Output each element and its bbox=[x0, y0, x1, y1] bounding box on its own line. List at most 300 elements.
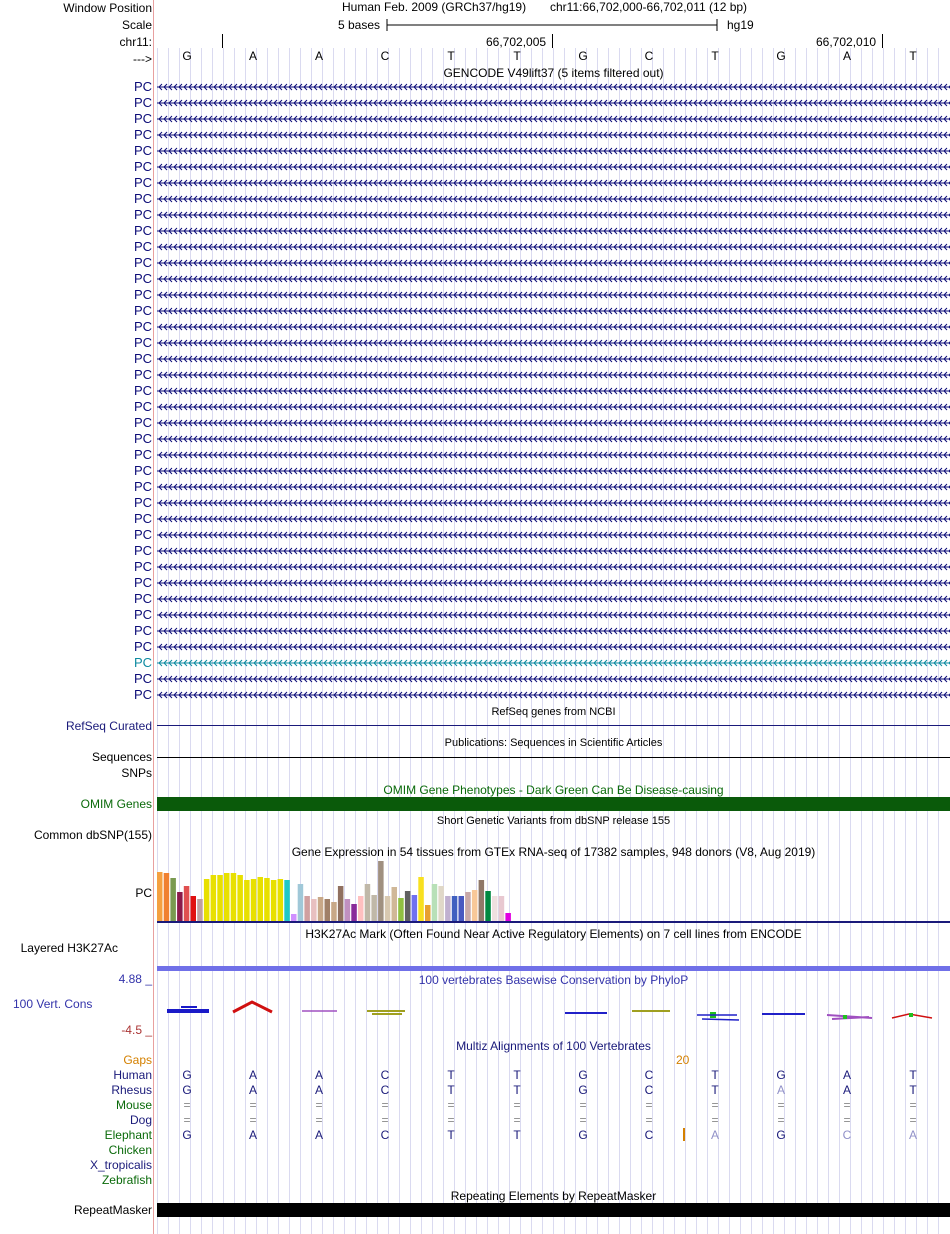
grid-line bbox=[201, 48, 202, 1234]
gencode-row-label[interactable]: PC bbox=[133, 223, 152, 238]
gtex-bar bbox=[157, 872, 163, 921]
transcript-line bbox=[157, 212, 950, 218]
grid-line bbox=[663, 48, 664, 1234]
omim-label[interactable]: OMIM Genes bbox=[80, 797, 152, 811]
gencode-row-label[interactable]: PC bbox=[133, 175, 152, 190]
alignment-base: G bbox=[776, 1128, 786, 1142]
refseq-feature[interactable] bbox=[157, 725, 950, 726]
gencode-row-label[interactable]: PC bbox=[133, 415, 152, 430]
gencode-transcript[interactable] bbox=[157, 131, 950, 139]
grid-line bbox=[333, 48, 334, 1234]
coord-tick-1 bbox=[552, 34, 553, 48]
grid-line bbox=[157, 48, 158, 1234]
gtex-bar bbox=[217, 875, 223, 921]
gtex-bar bbox=[378, 861, 384, 921]
alignment-base: T bbox=[513, 1083, 521, 1097]
gencode-transcript[interactable] bbox=[157, 435, 950, 443]
dbsnp-label[interactable]: Common dbSNP(155) bbox=[33, 828, 152, 842]
gencode-row-label[interactable]: PC bbox=[133, 655, 152, 670]
h3k27ac-signal[interactable] bbox=[157, 966, 950, 971]
gencode-transcript[interactable] bbox=[157, 355, 950, 363]
publications-label[interactable]: Sequences bbox=[91, 750, 152, 764]
transcript-line bbox=[157, 484, 950, 490]
gencode-row-label[interactable]: PC bbox=[133, 527, 152, 542]
gencode-transcript[interactable] bbox=[157, 147, 950, 155]
gencode-row-label[interactable]: PC bbox=[133, 335, 152, 350]
gtex-bar bbox=[432, 884, 438, 921]
grid-line bbox=[267, 48, 268, 1234]
grid-line bbox=[641, 48, 642, 1234]
gencode-transcript[interactable] bbox=[157, 371, 950, 379]
alignment-base: = bbox=[777, 1098, 785, 1112]
alignment-base: A bbox=[314, 1083, 323, 1097]
grid-line bbox=[916, 48, 917, 1234]
alignment-base: A bbox=[314, 1068, 323, 1082]
alignment-base: = bbox=[777, 1113, 785, 1127]
transcript-line bbox=[157, 180, 950, 186]
gtex-bar bbox=[318, 897, 324, 921]
alignment-base: T bbox=[909, 1083, 917, 1097]
grid-line bbox=[652, 48, 653, 1234]
alignment-base: G bbox=[578, 1083, 588, 1097]
gencode-transcript[interactable] bbox=[157, 179, 950, 187]
grid-line bbox=[718, 48, 719, 1234]
gencode-transcript[interactable] bbox=[157, 83, 950, 91]
grid-line bbox=[608, 48, 609, 1234]
alignment-base: T bbox=[513, 1128, 521, 1142]
alignment-base: G bbox=[182, 1068, 192, 1082]
phylop-min: -4.5 _ bbox=[121, 1023, 152, 1037]
transcript-line bbox=[157, 164, 950, 170]
gtex-bar bbox=[191, 896, 197, 921]
gencode-transcript[interactable] bbox=[157, 467, 950, 475]
transcript-line bbox=[157, 404, 950, 410]
transcript-line bbox=[157, 260, 950, 266]
alignment-base: G bbox=[578, 1128, 588, 1142]
gtex-bar bbox=[412, 895, 418, 921]
gtex-bar bbox=[325, 899, 331, 921]
dbsnp-title: Short Genetic Variants from dbSNP release 155 bbox=[436, 815, 671, 827]
alignment-base: = bbox=[381, 1098, 389, 1112]
gencode-transcript[interactable] bbox=[157, 451, 950, 459]
gencode-transcript[interactable] bbox=[157, 499, 950, 507]
sequence-base: T bbox=[513, 49, 521, 63]
sequence-base: C bbox=[644, 49, 654, 63]
gencode-transcript[interactable] bbox=[157, 291, 950, 299]
scale-bar bbox=[386, 18, 726, 32]
repeatmasker-label[interactable]: RepeatMasker bbox=[73, 1203, 152, 1217]
alignment-base: T bbox=[711, 1083, 719, 1097]
alignment-base: = bbox=[447, 1113, 455, 1127]
sequence-base: G bbox=[776, 49, 786, 63]
grid-line bbox=[784, 48, 785, 1234]
grid-line bbox=[465, 48, 466, 1234]
alignment-base: A bbox=[248, 1068, 257, 1082]
gencode-row-label[interactable]: PC bbox=[133, 159, 152, 174]
grid-line bbox=[597, 48, 598, 1234]
alignment-base: A bbox=[248, 1083, 257, 1097]
alignment-base: G bbox=[182, 1083, 192, 1097]
transcript-line bbox=[157, 356, 950, 362]
transcript-line bbox=[157, 532, 950, 538]
gtex-bar bbox=[392, 887, 398, 921]
gtex-bar bbox=[452, 896, 458, 921]
alignment-base: = bbox=[909, 1113, 917, 1127]
window-position-label: Window Position bbox=[63, 1, 152, 15]
grid-line bbox=[476, 48, 477, 1234]
alignment-base: C bbox=[380, 1128, 390, 1142]
gencode-transcript[interactable] bbox=[157, 579, 950, 587]
grid-line bbox=[421, 48, 422, 1234]
alignment-base: = bbox=[249, 1113, 257, 1127]
repeatmasker-feature[interactable] bbox=[157, 1203, 950, 1217]
publications-label-snps: SNPs bbox=[121, 766, 152, 780]
gtex-bar bbox=[485, 891, 491, 921]
grid-line bbox=[432, 48, 433, 1234]
transcript-line bbox=[157, 116, 950, 122]
gencode-row-label[interactable]: PC bbox=[133, 463, 152, 478]
h3k27ac-title: H3K27Ac Mark (Often Found Near Active Regulatory Elements) on 7 cell lines from ENCODE bbox=[305, 927, 802, 941]
gencode-transcript[interactable] bbox=[157, 531, 950, 539]
gencode-row-label[interactable]: PC bbox=[133, 623, 152, 638]
gencode-transcript[interactable] bbox=[157, 659, 950, 667]
phylop-label[interactable]: 100 Vert. Cons bbox=[13, 997, 93, 1011]
gencode-transcript[interactable] bbox=[157, 403, 950, 411]
species-label[interactable]: Mouse bbox=[115, 1098, 152, 1112]
gtex-bar bbox=[164, 873, 170, 921]
sequence-base: T bbox=[711, 49, 719, 63]
alignment-base: = bbox=[513, 1113, 521, 1127]
scale-text: 5 bases bbox=[338, 18, 381, 32]
gencode-row-label[interactable]: PC bbox=[133, 511, 152, 526]
alignment-base: C bbox=[644, 1128, 654, 1142]
h3k27ac-label[interactable]: Layered H3K27Ac bbox=[20, 941, 118, 955]
grid-line bbox=[487, 48, 488, 1234]
alignment-base: C bbox=[644, 1083, 654, 1097]
gtex-bar bbox=[304, 896, 310, 921]
sequence-base: G bbox=[182, 49, 192, 63]
alignment-base: T bbox=[447, 1128, 455, 1142]
gencode-transcript[interactable] bbox=[157, 611, 950, 619]
gtex-bar bbox=[298, 884, 304, 921]
omim-feature[interactable] bbox=[157, 797, 950, 811]
alignment-base: = bbox=[843, 1098, 851, 1112]
scale-label: Scale bbox=[121, 18, 152, 32]
gencode-transcript[interactable] bbox=[157, 163, 950, 171]
alignment-base: = bbox=[711, 1098, 719, 1112]
alignment-base: = bbox=[447, 1098, 455, 1112]
gencode-transcript[interactable] bbox=[157, 691, 950, 699]
transcript-line bbox=[157, 244, 950, 250]
position-text: chr11:66,702,000-66,702,011 (12 bp) bbox=[550, 0, 748, 14]
grid-line bbox=[542, 48, 543, 1234]
gencode-row-label[interactable]: PC bbox=[133, 591, 152, 606]
alignment-base: C bbox=[380, 1083, 390, 1097]
db-text: hg19 bbox=[727, 18, 754, 32]
transcript-line bbox=[157, 660, 950, 666]
grid-line bbox=[256, 48, 257, 1234]
grid-line bbox=[300, 48, 301, 1234]
grid-line bbox=[883, 48, 884, 1234]
gtex-bar bbox=[331, 902, 337, 921]
gtex-bar bbox=[231, 873, 237, 921]
insertion-marker bbox=[683, 1128, 685, 1141]
gtex-bar bbox=[271, 880, 277, 921]
gencode-transcript[interactable] bbox=[157, 339, 950, 347]
omim-title: OMIM Gene Phenotypes - Dark Green Can Be Disease-causing bbox=[383, 783, 724, 797]
species-label[interactable]: Human bbox=[113, 1068, 152, 1082]
transcript-line bbox=[157, 548, 950, 554]
alignment-base: = bbox=[315, 1113, 323, 1127]
gencode-transcript[interactable] bbox=[157, 195, 950, 203]
gencode-transcript[interactable] bbox=[157, 547, 950, 555]
gtex-bar bbox=[170, 878, 176, 921]
gtex-bar bbox=[479, 880, 485, 921]
gencode-row-label[interactable]: PC bbox=[133, 79, 152, 94]
gtex-bar bbox=[365, 884, 371, 921]
gencode-transcript[interactable] bbox=[157, 227, 950, 235]
grid-line bbox=[740, 48, 741, 1234]
gencode-row-label[interactable]: PC bbox=[133, 559, 152, 574]
gencode-transcript[interactable] bbox=[157, 675, 950, 683]
coord-tick-2 bbox=[882, 34, 883, 48]
label-divider bbox=[153, 0, 154, 1234]
alignment-base: A bbox=[314, 1128, 323, 1142]
species-label[interactable]: X_tropicalis bbox=[89, 1158, 152, 1172]
gencode-row-label[interactable]: PC bbox=[133, 271, 152, 286]
alignment-base: = bbox=[579, 1113, 587, 1127]
grid-line bbox=[839, 48, 840, 1234]
gaps-label[interactable]: Gaps bbox=[123, 1053, 152, 1067]
transcript-line bbox=[157, 500, 950, 506]
gencode-row-label[interactable]: PC bbox=[133, 367, 152, 382]
base-grid bbox=[157, 48, 950, 1234]
gencode-transcript[interactable] bbox=[157, 99, 950, 107]
alignment-base: A bbox=[776, 1083, 785, 1097]
grid-line bbox=[223, 48, 224, 1234]
alignment-base: = bbox=[183, 1113, 191, 1127]
gencode-row-label[interactable]: PC bbox=[133, 351, 152, 366]
alignment-base: T bbox=[711, 1068, 719, 1082]
gencode-transcript[interactable] bbox=[157, 563, 950, 571]
grid-line bbox=[751, 48, 752, 1234]
alignment-base: A bbox=[908, 1128, 917, 1142]
sequence-base: G bbox=[578, 49, 588, 63]
alignment-base: C bbox=[644, 1068, 654, 1082]
species-label[interactable]: Dog bbox=[129, 1113, 152, 1127]
transcript-line bbox=[157, 420, 950, 426]
gencode-transcript[interactable] bbox=[157, 323, 950, 331]
grid-line bbox=[729, 48, 730, 1234]
grid-line bbox=[762, 48, 763, 1234]
gencode-row-label[interactable]: PC bbox=[133, 303, 152, 318]
transcript-line bbox=[157, 596, 950, 602]
grid-line bbox=[520, 48, 521, 1234]
transcript-line bbox=[157, 196, 950, 202]
gencode-transcript[interactable] bbox=[157, 387, 950, 395]
gencode-row-label[interactable]: PC bbox=[133, 479, 152, 494]
gencode-row-label[interactable]: PC bbox=[133, 127, 152, 142]
gencode-row-label[interactable]: PC bbox=[133, 607, 152, 622]
gencode-transcript[interactable] bbox=[157, 275, 950, 283]
gencode-row-label[interactable]: PC bbox=[133, 255, 152, 270]
grid-line bbox=[278, 48, 279, 1234]
grid-line bbox=[322, 48, 323, 1234]
coord-label-1: 66,702,005 bbox=[486, 35, 547, 49]
alignment-base: = bbox=[711, 1113, 719, 1127]
gtex-chart[interactable] bbox=[157, 860, 950, 924]
gencode-transcript[interactable] bbox=[157, 211, 950, 219]
grid-line bbox=[245, 48, 246, 1234]
grid-line bbox=[564, 48, 565, 1234]
gtex-bar bbox=[425, 905, 431, 921]
gtex-bar bbox=[358, 896, 364, 921]
gtex-bar bbox=[371, 895, 377, 921]
gencode-row-label[interactable]: PC bbox=[133, 111, 152, 126]
grid-line bbox=[190, 48, 191, 1234]
grid-line bbox=[168, 48, 169, 1234]
alignment-base: G bbox=[776, 1068, 786, 1082]
gencode-row-label[interactable]: PC bbox=[133, 671, 152, 686]
alignment-base: T bbox=[513, 1068, 521, 1082]
gencode-title[interactable]: GENCODE V49lift37 (5 items filtered out) bbox=[443, 66, 664, 80]
assembly-text: Human Feb. 2009 (GRCh37/hg19) bbox=[342, 0, 527, 14]
gtex-bar bbox=[204, 879, 210, 921]
gtex-bar bbox=[258, 877, 264, 921]
sequence-base: A bbox=[248, 49, 257, 63]
publications-feature[interactable] bbox=[157, 757, 950, 758]
transcript-line bbox=[157, 132, 950, 138]
grid-line bbox=[861, 48, 862, 1234]
grid-line bbox=[630, 48, 631, 1234]
gencode-transcript[interactable] bbox=[157, 259, 950, 267]
gencode-row-label[interactable]: PC bbox=[133, 495, 152, 510]
species-label[interactable]: Rhesus bbox=[111, 1083, 152, 1097]
gencode-row-label[interactable]: PC bbox=[133, 239, 152, 254]
grid-line bbox=[872, 48, 873, 1234]
alignment-base: = bbox=[579, 1098, 587, 1112]
transcript-line bbox=[157, 372, 950, 378]
gencode-transcript[interactable] bbox=[157, 243, 950, 251]
grid-line bbox=[850, 48, 851, 1234]
grid-line bbox=[806, 48, 807, 1234]
transcript-line bbox=[157, 100, 950, 106]
gencode-transcript[interactable] bbox=[157, 595, 950, 603]
alignment-base: = bbox=[183, 1098, 191, 1112]
gencode-row-label[interactable]: PC bbox=[133, 447, 152, 462]
gencode-row-label[interactable]: PC bbox=[133, 431, 152, 446]
gtex-bar bbox=[499, 896, 505, 921]
gencode-row-label[interactable]: PC bbox=[133, 687, 152, 702]
sequence-base: T bbox=[909, 49, 917, 63]
gtex-bar bbox=[177, 892, 183, 921]
alignment-base: G bbox=[182, 1128, 192, 1142]
grid-line bbox=[509, 48, 510, 1234]
grid-line bbox=[366, 48, 367, 1234]
transcript-line bbox=[157, 676, 950, 682]
gencode-transcript[interactable] bbox=[157, 483, 950, 491]
gencode-row-label[interactable]: PC bbox=[133, 95, 152, 110]
alignment-base: T bbox=[447, 1068, 455, 1082]
alignment-base: G bbox=[578, 1068, 588, 1082]
gencode-row-label[interactable]: PC bbox=[133, 399, 152, 414]
gtex-bar bbox=[472, 890, 478, 921]
grid-line bbox=[388, 48, 389, 1234]
strand-arrow-label: ---> bbox=[133, 52, 152, 66]
grid-line bbox=[817, 48, 818, 1234]
grid-line bbox=[619, 48, 620, 1234]
alignment-base: C bbox=[842, 1128, 852, 1142]
gencode-transcript[interactable] bbox=[157, 627, 950, 635]
gencode-row-label[interactable]: PC bbox=[133, 543, 152, 558]
gtex-bar bbox=[418, 877, 424, 921]
gtex-bar bbox=[345, 899, 351, 921]
species-label[interactable]: Elephant bbox=[104, 1128, 152, 1142]
alignment-base: = bbox=[315, 1098, 323, 1112]
gencode-transcript[interactable] bbox=[157, 643, 950, 651]
grid-line bbox=[696, 48, 697, 1234]
grid-line bbox=[212, 48, 213, 1234]
transcript-line bbox=[157, 516, 950, 522]
gencode-row-label[interactable]: PC bbox=[133, 639, 152, 654]
refseq-label[interactable]: RefSeq Curated bbox=[65, 719, 152, 733]
gencode-transcript[interactable] bbox=[157, 115, 950, 123]
gencode-transcript[interactable] bbox=[157, 307, 950, 315]
gencode-row-label[interactable]: PC bbox=[133, 191, 152, 206]
gencode-row-label[interactable]: PC bbox=[133, 143, 152, 158]
grid-line bbox=[707, 48, 708, 1234]
phylop-plot[interactable] bbox=[157, 996, 950, 1026]
phylop-title: 100 vertebrates Basewise Conservation by PhyloP bbox=[418, 973, 689, 987]
transcript-line bbox=[157, 612, 950, 618]
gtex-bar bbox=[251, 879, 256, 921]
transcript-line bbox=[157, 580, 950, 586]
gtex-bar bbox=[405, 891, 411, 921]
species-label[interactable]: Zebrafish bbox=[101, 1173, 152, 1187]
gtex-bar bbox=[237, 875, 243, 921]
gencode-row-label[interactable]: PC bbox=[133, 383, 152, 398]
gencode-transcript[interactable] bbox=[157, 515, 950, 523]
transcript-line bbox=[157, 436, 950, 442]
grid-line bbox=[828, 48, 829, 1234]
grid-line bbox=[454, 48, 455, 1234]
gencode-row-label[interactable]: PC bbox=[133, 207, 152, 222]
transcript-line bbox=[157, 452, 950, 458]
grid-line bbox=[905, 48, 906, 1234]
gencode-transcript[interactable] bbox=[157, 419, 950, 427]
grid-line bbox=[234, 48, 235, 1234]
gencode-row-label[interactable]: PC bbox=[133, 319, 152, 334]
transcript-line bbox=[157, 292, 950, 298]
gtex-label[interactable]: PC bbox=[135, 886, 152, 900]
alignment-base: = bbox=[513, 1098, 521, 1112]
gtex-bar bbox=[291, 914, 297, 921]
multiz-title: Multiz Alignments of 100 Vertebrates bbox=[456, 1039, 651, 1053]
gencode-row-label[interactable]: PC bbox=[133, 575, 152, 590]
alignment-base: = bbox=[249, 1098, 257, 1112]
alignment-base: = bbox=[381, 1113, 389, 1127]
grid-line bbox=[674, 48, 675, 1234]
gencode-row-label[interactable]: PC bbox=[133, 287, 152, 302]
alignment-base: A bbox=[710, 1128, 719, 1142]
transcript-line bbox=[157, 628, 950, 634]
species-label[interactable]: Chicken bbox=[108, 1143, 152, 1157]
grid-line bbox=[773, 48, 774, 1234]
gaps-count: 20 bbox=[676, 1053, 690, 1067]
grid-line bbox=[289, 48, 290, 1234]
grid-line bbox=[311, 48, 312, 1234]
grid-line bbox=[927, 48, 928, 1234]
